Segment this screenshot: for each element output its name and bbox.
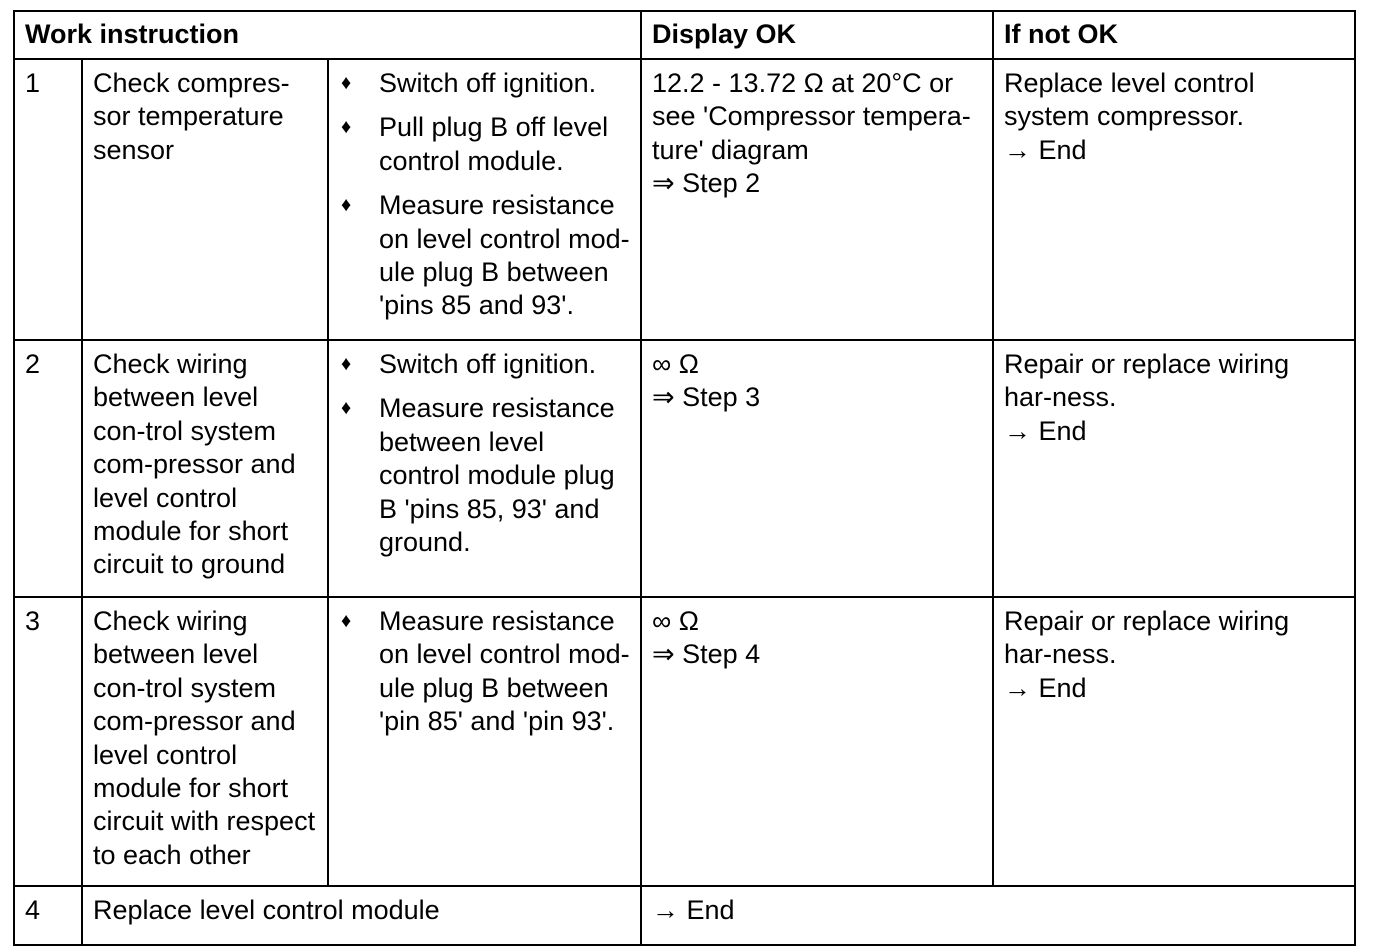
list-item: [339, 348, 632, 381]
step-actions: [328, 597, 641, 886]
step-number: 2: [14, 340, 82, 597]
step-number: 4: [14, 886, 82, 945]
end-marker: → End: [1004, 415, 1087, 446]
table-row: [14, 59, 1355, 340]
action-list: [339, 605, 632, 739]
header-if-not-ok: If not OK: [993, 11, 1355, 59]
next-step-link: ⇒ Step 4: [652, 639, 761, 670]
action-text: Measure resistance between level control module plug B 'pins 85, 93' and ground.: [379, 393, 615, 558]
table-row: [14, 886, 1355, 945]
list-item: [339, 67, 632, 100]
list-item: [339, 392, 632, 559]
if-not-ok-text: Repair or replace wiring har-ness.: [1004, 606, 1290, 670]
description-text: Check wiring between level con-trol system com-pressor and level control module for short circuit with respect to each other: [93, 606, 316, 870]
action-text: Measure resistance on level control mod-ule plug B between 'pins 85 and 93'.: [379, 190, 630, 321]
diamond-bullet-icon: ♦: [341, 116, 352, 139]
if-not-ok-text: Replace level control system compressor.: [1004, 68, 1255, 132]
end-marker: → End: [1004, 134, 1087, 165]
step-description: [82, 59, 328, 340]
action-list: [339, 348, 632, 559]
header-display-ok: Display OK: [641, 11, 993, 59]
if-not-ok-text: Repair or replace wiring har-ness.: [1004, 349, 1290, 413]
step-actions: [328, 340, 641, 597]
action-text: Pull plug B off level control module.: [379, 112, 609, 176]
display-ok-text: ∞ Ω: [652, 349, 699, 379]
step-description: [82, 597, 328, 886]
step-number: 1: [14, 59, 82, 340]
next-step-link: ⇒ Step 2: [652, 168, 761, 199]
diamond-bullet-icon: ♦: [341, 72, 352, 94]
description-text: Check wiring between level con-trol system com-pressor and level control module for short circuit to ground: [93, 349, 296, 580]
action-text: Switch off ignition.: [379, 68, 597, 98]
step-actions: [328, 59, 641, 340]
diamond-bullet-icon: ♦: [341, 194, 352, 217]
list-item: [339, 189, 632, 323]
action-list: [339, 67, 632, 323]
list-item: [339, 605, 632, 739]
display-ok-cell: [641, 597, 993, 886]
next-step-link: ⇒ Step 3: [652, 382, 761, 413]
if-not-ok-cell: [993, 597, 1355, 886]
action-text: Measure resistance on level control mod-ule plug B between 'pin 85' and 'pin 93'.: [379, 606, 630, 737]
display-ok-text: 12.2 - 13.72 Ω at 20°C or see 'Compressor tempera-ture' diagram: [652, 68, 971, 165]
list-item: [339, 111, 632, 178]
step-description: Replace level control module: [82, 886, 641, 945]
table-row: [14, 597, 1355, 886]
diamond-bullet-icon: ♦: [341, 353, 352, 375]
display-ok-cell: [641, 340, 993, 597]
display-ok-text: ∞ Ω: [652, 606, 699, 636]
description-text: Check compres-sor temperature sensor: [93, 68, 290, 165]
step-number: 3: [14, 597, 82, 886]
end-marker: → End: [1004, 672, 1087, 703]
display-ok-cell: [641, 59, 993, 340]
diamond-bullet-icon: ♦: [341, 397, 352, 420]
step-description: [82, 340, 328, 597]
header-work-instruction: Work instruction: [14, 11, 641, 59]
header-row: [14, 11, 1355, 59]
diamond-bullet-icon: ♦: [341, 610, 352, 632]
if-not-ok-cell: [993, 340, 1355, 597]
table-row: [14, 340, 1355, 597]
work-instruction-table: [13, 10, 1356, 946]
action-text: Switch off ignition.: [379, 349, 597, 379]
if-not-ok-cell: [993, 59, 1355, 340]
result-cell: → End: [641, 886, 1355, 945]
